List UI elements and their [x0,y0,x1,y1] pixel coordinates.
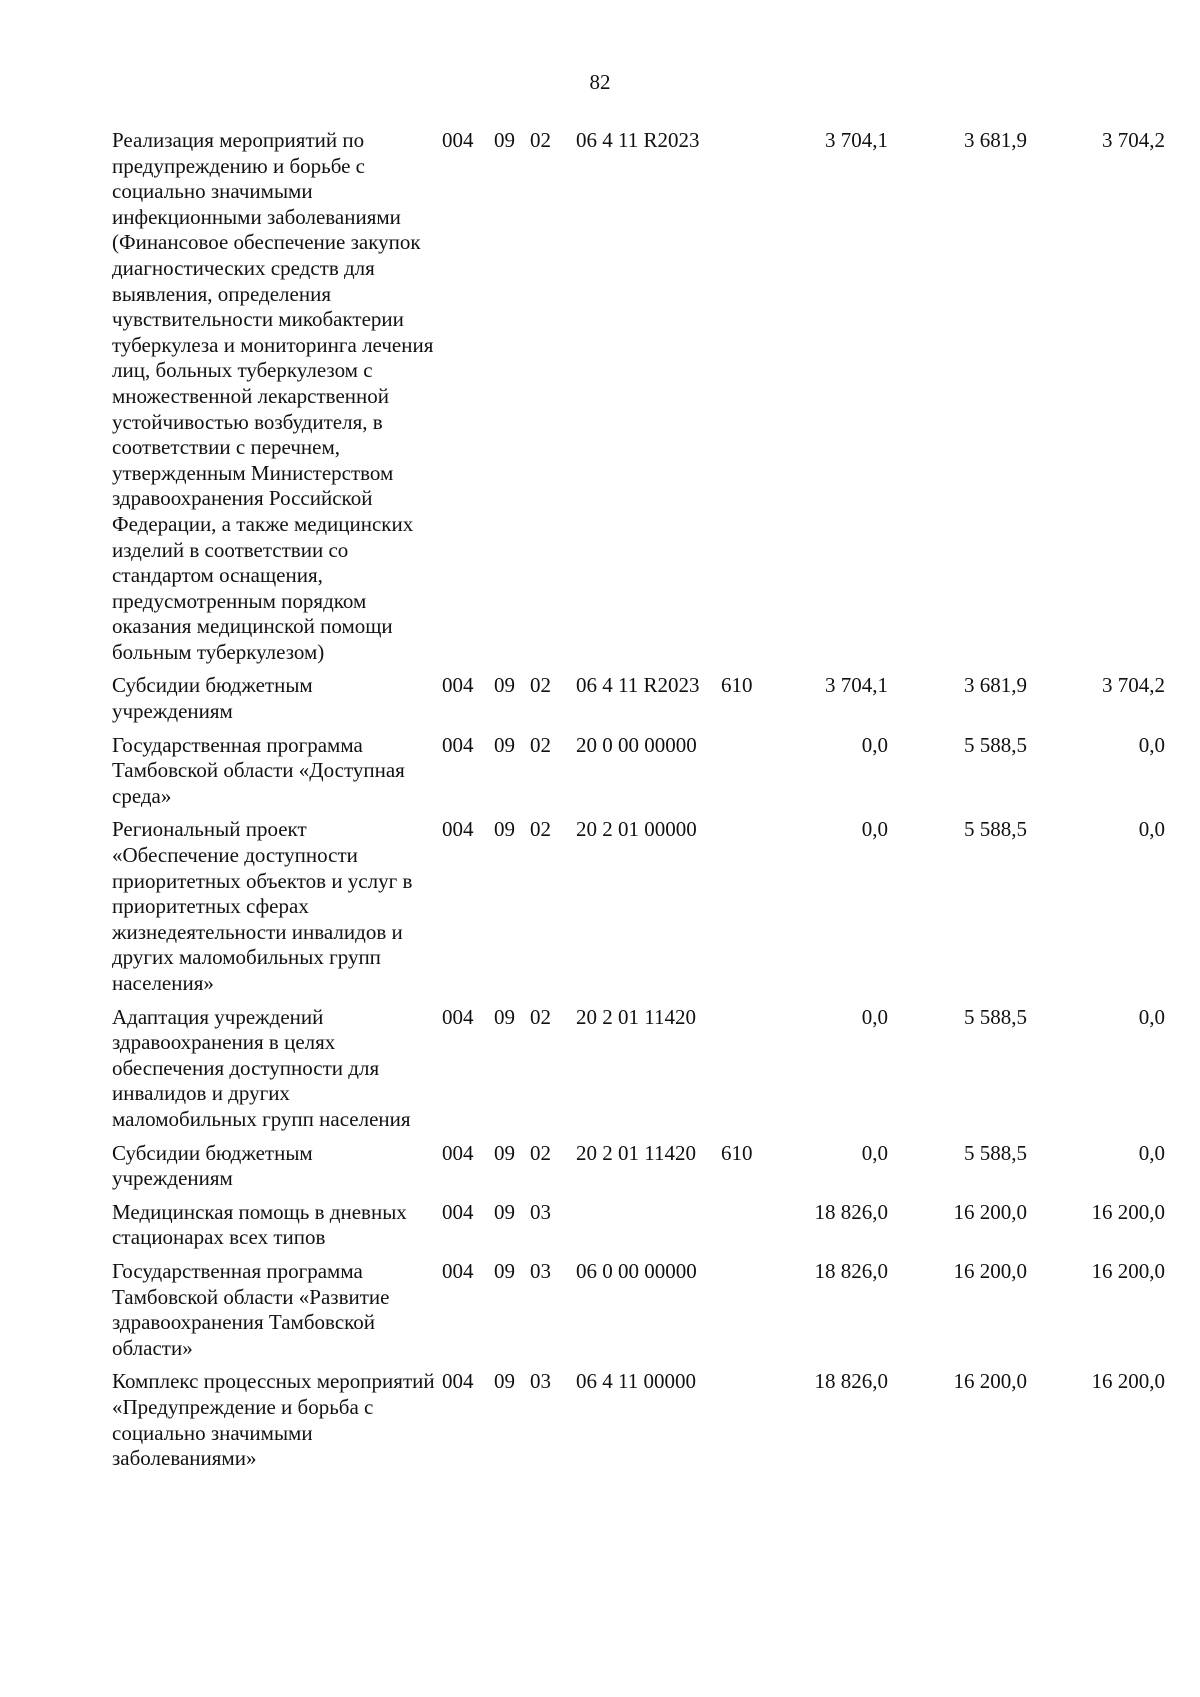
amount-year-2: 16 200,0 [953,1369,1027,1394]
amount-year-2: 16 200,0 [953,1258,1027,1283]
table-row [112,1259,1165,1369]
expense-type-code [721,1200,771,1259]
ministry-code: 004 [442,1369,474,1394]
section-code: 09 [494,732,515,757]
subsection-code: 03 [530,1258,551,1283]
row-name: Государственная программа Тамбовской области «Развитие здравоохранения Тамбовской области» [112,1258,390,1360]
expense-type-code [721,817,771,1004]
table-row [112,128,1165,673]
table-row [112,817,1165,1004]
target-article-code: 06 4 11 R2023 [576,128,700,152]
amount-year-3: 0,0 [1138,1140,1165,1165]
ministry-code: 004 [442,1140,474,1165]
amount-year-1: 0,0 [861,732,888,757]
target-article-code: 20 0 00 00000 [576,732,697,757]
expense-type-code [721,1005,771,1141]
ministry-code: 004 [442,1004,474,1029]
table-row [112,733,1165,818]
expense-type-code: 610 [721,1140,753,1165]
section-code: 09 [494,128,515,152]
amount-year-3: 16 200,0 [1091,1369,1165,1394]
amount-year-2: 5 588,5 [964,1004,1027,1029]
amount-year-1: 18 826,0 [814,1369,888,1394]
budget-table [112,128,1165,1480]
expense-type-code [721,128,771,673]
subsection-code: 02 [530,1140,551,1165]
section-code: 09 [494,673,515,698]
page-number: 82 [589,70,611,94]
expense-type-code [721,1369,771,1479]
table-row [112,1005,1165,1141]
amount-year-3: 3 704,2 [1102,128,1165,152]
row-name: Реализация мероприятий по предупреждению и борьбе с социально значимыми инфекционными заболеваниями (Финансовое обеспечение закупок диагностических средств для выявления, определения чувствительности микобактерии туберкулеза и мониторинга лечения лиц, больных туберкулезом с множественной лекарственной устойчивостью возбудителя, в соответствии с перечнем, утвержденным Министерством здравоохранения Российской Федерации, а также медицинских изделий в соответствии со стандартом оснащения, предусмотренным порядком оказания медицинской помощи больным туберкулезом) [112,128,434,664]
section-code: 09 [494,1004,515,1029]
ministry-code: 004 [442,673,474,698]
row-name: Комплекс процессных мероприятий «Предупреждение и борьба с социально значимыми заболеваниями» [112,1369,435,1471]
amount-year-3: 16 200,0 [1091,1258,1165,1283]
target-article-code: 20 2 01 11420 [576,1140,696,1165]
subsection-code: 02 [530,1004,551,1029]
amount-year-1: 0,0 [861,1004,888,1029]
row-name: Региональный проект «Обеспечение доступности приоритетных объектов и услуг в приоритетных сферах жизнедеятельности инвалидов и других маломобильных групп населения» [112,817,413,995]
table-body [112,128,1165,1480]
target-article-code: 06 4 11 R2023 [576,673,700,698]
amount-year-1: 0,0 [861,817,888,842]
target-article-code: 06 4 11 00000 [576,1369,696,1394]
expense-type-code: 610 [721,673,753,698]
amount-year-1: 0,0 [861,1140,888,1165]
ministry-code: 004 [442,732,474,757]
amount-year-2: 3 681,9 [964,673,1027,698]
subsection-code: 02 [530,817,551,842]
subsection-code: 02 [530,673,551,698]
amount-year-2: 5 588,5 [964,817,1027,842]
amount-year-2: 3 681,9 [964,128,1027,152]
amount-year-3: 0,0 [1138,732,1165,757]
row-name: Адаптация учреждений здравоохранения в целях обеспечения доступности для инвалидов и других маломобильных групп населения [112,1004,411,1131]
expense-type-code [721,733,771,818]
section-code: 09 [494,1140,515,1165]
row-name: Субсидии бюджетным учреждениям [112,673,313,724]
table-row [112,673,1165,732]
target-article-code: 20 2 01 11420 [576,1004,696,1029]
section-code: 09 [494,1258,515,1283]
section-code: 09 [494,1369,515,1394]
target-article-code: 06 0 00 00000 [576,1258,697,1283]
table-row [112,1141,1165,1200]
amount-year-2: 5 588,5 [964,732,1027,757]
amount-year-3: 0,0 [1138,1004,1165,1029]
ministry-code: 004 [442,817,474,842]
row-name: Субсидии бюджетным учреждениям [112,1140,313,1191]
amount-year-3: 3 704,2 [1102,673,1165,698]
table-row [112,1369,1165,1479]
amount-year-1: 18 826,0 [814,1199,888,1224]
subsection-code: 02 [530,128,551,152]
subsection-code: 02 [530,732,551,757]
section-code: 09 [494,817,515,842]
amount-year-1: 18 826,0 [814,1258,888,1283]
ministry-code: 004 [442,1199,474,1224]
row-name: Медицинская помощь в дневных стационарах всех типов [112,1199,407,1250]
amount-year-2: 5 588,5 [964,1140,1027,1165]
amount-year-1: 3 704,1 [825,673,888,698]
subsection-code: 03 [530,1369,551,1394]
ministry-code: 004 [442,1258,474,1283]
amount-year-3: 16 200,0 [1091,1199,1165,1224]
amount-year-1: 3 704,1 [825,128,888,152]
expense-type-code [721,1259,771,1369]
amount-year-2: 16 200,0 [953,1199,1027,1224]
table-row [112,1200,1165,1259]
row-name: Государственная программа Тамбовской области «Доступная среда» [112,732,405,808]
target-article-code [576,1200,721,1259]
ministry-code: 004 [442,128,474,152]
target-article-code: 20 2 01 00000 [576,817,697,842]
section-code: 09 [494,1199,515,1224]
amount-year-3: 0,0 [1138,817,1165,842]
subsection-code: 03 [530,1199,551,1224]
